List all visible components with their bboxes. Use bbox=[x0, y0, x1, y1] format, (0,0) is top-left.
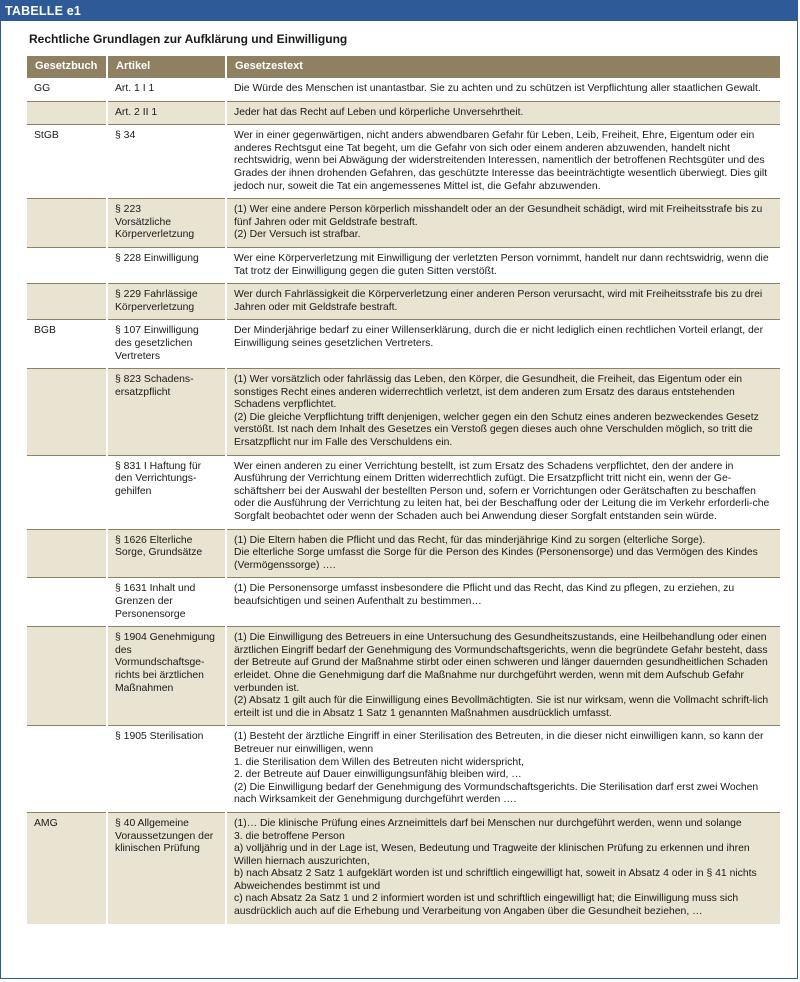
cell-gesetzestext bbox=[226, 78, 780, 102]
table-row bbox=[27, 247, 780, 283]
gesetzestext-paragraph: (1) Wer eine andere Person körperlich misshandelt oder an der Gesundheit schädigt, wird mit Freiheitsstrafe bis zu fünf Jahren oder mit Geldstrafe bestraft. bbox=[234, 204, 763, 228]
cell-artikel bbox=[107, 812, 226, 923]
table-row bbox=[27, 578, 780, 627]
cell-gesetzbuch bbox=[27, 726, 107, 813]
cell-artikel bbox=[107, 726, 226, 813]
cell-gesetzbuch bbox=[27, 369, 107, 456]
cell-gesetzestext bbox=[226, 812, 780, 923]
gesetzestext-paragraph: c) nach Absatz 2a Satz 1 und 2 informiert worden ist und schriftlich eingewilligt hat; die Einwilligung muss sich ausdrücklich auch auf die Erhebung und Verarbeitung von Angaben über die Gesundheit beziehen, … bbox=[234, 893, 739, 918]
cell-gesetzestext bbox=[226, 529, 780, 578]
table-row bbox=[27, 455, 780, 529]
cell-gesetzestext bbox=[226, 455, 780, 529]
gesetzestext-paragraph: Wer durch Fahrlässigkeit die Körperverletzung einer anderen Person verursacht, wird mit Freiheitsstrafe bis zu drei Jahren oder mit Geldstrafe bestraft. bbox=[234, 289, 763, 313]
gesetzestext-paragraph: Die elterliche Sorge umfasst die Sorge für die Person des Kindes (Personensorge) und das Vermögen des Kindes (Vermögenssorge) …. bbox=[234, 547, 758, 571]
cell-artikel bbox=[107, 578, 226, 627]
cell-gesetzestext bbox=[226, 627, 780, 726]
column-header-gesetzbuch: Gesetzbuch bbox=[27, 56, 107, 78]
cell-gesetzbuch: StGB bbox=[27, 125, 107, 199]
cell-gesetzbuch bbox=[27, 101, 107, 125]
cell-artikel bbox=[107, 369, 226, 456]
gesetzestext-paragraph: (2) Der Versuch ist strafbar. bbox=[234, 229, 361, 241]
gesetzestext-paragraph: (1) Besteht der ärztliche Eingriff in einer Sterilisation des Betreuten, in die dieser nicht einwilligen kann, so kann der Betreuer nur einwilligen, wenn bbox=[234, 731, 764, 755]
cell-gesetzbuch: GG bbox=[27, 78, 107, 102]
cell-artikel bbox=[107, 627, 226, 726]
cell-gesetzbuch bbox=[27, 627, 107, 726]
cell-gesetzestext bbox=[226, 199, 780, 248]
gesetzestext-paragraph: Wer einen anderen zu einer Verrichtung bestellt, ist zum Ersatz des Schadens verpflichtet, den der andere in Ausführung der Verrichtung einem Dritten widerrechtlich zufügt. Die Ersatzpflicht tritt nicht ein, wenn der Ge-schäftsherr bei der Auswahl der bestellten Person und, sofern er Vorrichtungen oder Gerätschaften zu beschaffen oder die Ausführung der Verrichtung zu leiten hat, bei der Beschaffung oder der Leitung die im Verkehr erforderli-che Sorgfalt beobachtet oder wenn der Schaden auch bei Anwendung dieser Sorgfalt entstanden sein würde. bbox=[234, 460, 770, 523]
gesetzestext-paragraph: Der Minderjährige bedarf zu einer Willenserklärung, durch die er nicht lediglich einen rechtlichen Vorteil erlangt, der Einwilligung seines gesetzlichen Vertreters. bbox=[234, 325, 764, 349]
cell-gesetzbuch bbox=[27, 247, 107, 283]
artikel-line: Vorsätzliche Körperverletzung bbox=[115, 216, 195, 241]
artikel-line: § 1904 Genehmigung des Vormundschaftsge-richts bei ärztlichen Maßnahmen bbox=[115, 632, 215, 694]
table-row bbox=[27, 78, 780, 102]
cell-gesetzestext bbox=[226, 284, 780, 320]
cell-artikel bbox=[107, 78, 226, 102]
artikel-line: § 823 Schadens-ersatzpflicht bbox=[115, 374, 194, 398]
gesetzestext-paragraph: Die Würde des Menschen ist unantastbar. Sie zu achten und zu schützen ist Verpflichtung aller staatlichen Gewalt. bbox=[234, 83, 761, 94]
table-badge: TABELLE e1 bbox=[1, 1, 797, 21]
artikel-line: § 107 Einwilligung des gesetzlichen Vertreters bbox=[115, 325, 199, 362]
artikel-line: § 831 I Haftung für den Verrichtungs-gehilfen bbox=[115, 460, 202, 497]
gesetzestext-paragraph: b) nach Absatz 2 Satz 1 aufgeklärt worden ist und schriftlich eingewilligt hat, soweit in Absatz 4 oder in § 41 nichts Abweichendes bestimmt ist und bbox=[234, 868, 757, 892]
cell-artikel bbox=[107, 101, 226, 125]
artikel-line: § 223 bbox=[115, 204, 142, 216]
gesetzestext-paragraph: (1) Die Einwilligung des Betreuers in eine Untersuchung des Gesundheitszustands, eine Heilbehandlung oder einen ärztlichen Eingriff bedarf der Genehmigung des Vormundschaftsgerichts, wenn die begründete Gefahr besteht, dass der Betreute auf Grund der Maßnahme stirbt oder einen schweren und länger dauernden gesundheitlichen Schaden erleidet. Ohne die Genehmigung darf die Maßnahme nur durchgeführt werden, wenn mit dem Aufschub Gefahr verbunden ist. bbox=[234, 632, 768, 694]
cell-gesetzbuch bbox=[27, 529, 107, 578]
gesetzestext-paragraph: Wer in einer gegenwärtigen, nicht anders abwendbaren Gefahr für Leben, Leib, Freiheit, Ehre, Eigentum oder ein anderes Rechtsgut eine Tat begeht, um die Gefahr von sich oder einem anderen abzuwenden, handelt nicht rechtswidrig, wenn bei Abwägung der widerstreitenden Interessen, namentlich der betroffenen Rechtsgüter und des Grades der ihnen drohenden Gefahren, das geschützte Interesse das beeinträchtigte wesentlich überwiegt. Dies gilt jedoch nur, soweit die Tat ein angemessenes Mittel ist, die Gefahr abzuwenden. bbox=[234, 130, 768, 192]
gesetzestext-paragraph: a) volljährig und in der Lage ist, Wesen, Bedeutung und Tragweite der klinischen Prüfung zu erkennen und ihren Willen hiernach auszurichten, bbox=[234, 843, 750, 867]
table-row bbox=[27, 812, 780, 923]
cell-gesetzbuch: AMG bbox=[27, 812, 107, 923]
table-row bbox=[27, 199, 780, 248]
gesetzestext-paragraph: 2. der Betreute auf Dauer einwilligungsunfähig bleiben wird, … bbox=[234, 769, 522, 781]
table-row bbox=[27, 125, 780, 199]
cell-gesetzestext bbox=[226, 320, 780, 369]
artikel-line: § 1626 Elterliche Sorge, Grundsätze bbox=[115, 534, 203, 559]
artikel-line: § 34 bbox=[115, 130, 136, 142]
cell-gesetzbuch bbox=[27, 578, 107, 627]
artikel-line: § 1905 Sterilisation bbox=[115, 731, 204, 743]
cell-artikel bbox=[107, 529, 226, 578]
cell-artikel bbox=[107, 320, 226, 369]
artikel-line: Art. 1 I 1 bbox=[115, 83, 155, 94]
gesetzestext-paragraph: 3. die betroffene Person bbox=[234, 830, 345, 842]
table-row bbox=[27, 101, 780, 125]
gesetzestext-paragraph: (2) Absatz 1 gilt auch für die Einwilligung eines Bevollmächtigten. Sie ist nur wirksam, wenn die Vollmacht schrift-lich erteilt ist und die in Absatz 1 Satz 1 genannten Maßnahmen ausdrücklich umfasst. bbox=[234, 695, 769, 719]
table-row bbox=[27, 369, 780, 456]
cell-gesetzestext bbox=[226, 247, 780, 283]
cell-gesetzestext bbox=[226, 369, 780, 456]
gesetzestext-paragraph: (1) Die Eltern haben die Pflicht und das Recht, für das minderjährige Kind zu sorgen (elterliche Sorge). bbox=[234, 534, 706, 546]
table-row bbox=[27, 320, 780, 369]
gesetzestext-paragraph: (2) Die gleiche Verpflichtung trifft denjenigen, welcher gegen ein den Schutz eines anderen bezweckendes Gesetz verstößt. Ist nach dem Inhalt des Gesetzes ein Verstoß gegen dieses auch ohne Verschulden möglich, so tritt die Ersatzpflicht nur im Falle des Verschuldens ein. bbox=[234, 411, 759, 449]
artikel-line: § 228 Einwilligung bbox=[115, 252, 199, 264]
cell-artikel bbox=[107, 247, 226, 283]
cell-gesetzestext bbox=[226, 726, 780, 813]
cell-gesetzestext bbox=[226, 125, 780, 199]
artikel-line: Art. 2 II 1 bbox=[115, 106, 158, 118]
column-header-artikel: Artikel bbox=[107, 56, 226, 78]
cell-gesetzbuch bbox=[27, 284, 107, 320]
gesetzestext-paragraph: 1. die Sterilisation dem Willen des Betreuten nicht widerspricht, bbox=[234, 756, 524, 768]
gesetzestext-paragraph: (1)… Die klinische Prüfung eines Arzneimittels darf bei Menschen nur durchgeführt werden, wenn und solange bbox=[234, 817, 742, 829]
table-header-row bbox=[27, 56, 780, 78]
table-row bbox=[27, 726, 780, 813]
cell-artikel bbox=[107, 284, 226, 320]
table-caption: Rechtliche Grundlagen zur Aufklärung und Einwilligung bbox=[29, 32, 348, 46]
table-row bbox=[27, 529, 780, 578]
gesetzestext-paragraph: Wer eine Körperverletzung mit Einwilligung der verletzten Person vornimmt, handelt nur dann rechtswidrig, wenn die Tat trotz der Einwilligung gegen die guten Sitten verstößt. bbox=[234, 252, 769, 277]
gesetzestext-paragraph: (2) Die Einwilligung bedarf der Genehmigung des Vormundschaftsgerichts. Die Sterilisation darf erst zwei Wochen nach Wirksamkeit der Genehmigung durchgeführt werden …. bbox=[234, 781, 759, 806]
cell-gesetzestext bbox=[226, 101, 780, 125]
cell-gesetzestext bbox=[226, 578, 780, 627]
cell-gesetzbuch bbox=[27, 199, 107, 248]
cell-gesetzbuch: BGB bbox=[27, 320, 107, 369]
cell-artikel bbox=[107, 455, 226, 529]
table-row bbox=[27, 284, 780, 320]
cell-artikel bbox=[107, 125, 226, 199]
gesetzestext-paragraph: (1) Die Personensorge umfasst insbesondere die Pflicht und das Recht, das Kind zu pflegen, zu erziehen, zu beaufsichtigen und seinen Aufenthalt zu bestimmen… bbox=[234, 583, 735, 607]
gesetzestext-paragraph: (1) Wer vorsätzlich oder fahrlässig das Leben, den Körper, die Gesundheit, die Freiheit, das Eigentum oder ein sonstiges Recht eines anderen widerrechtlich verletzt, ist dem anderen zum Ersatz des daraus entstehenden Schadens verpflichtet. bbox=[234, 374, 743, 411]
artikel-line: § 40 Allgemeine Voraussetzungen der klinischen Prüfung bbox=[115, 817, 214, 855]
artikel-line: § 229 Fahrlässige Körperverletzung bbox=[115, 289, 198, 313]
gesetzestext-paragraph: Jeder hat das Recht auf Leben und körperliche Unversehrtheit. bbox=[234, 106, 524, 118]
column-header-gesetzestext: Gesetzestext bbox=[226, 56, 780, 78]
cell-artikel bbox=[107, 199, 226, 248]
table-row bbox=[27, 627, 780, 726]
legal-table bbox=[27, 56, 780, 924]
artikel-line: § 1631 Inhalt und Grenzen der Personensorge bbox=[115, 583, 196, 620]
cell-gesetzbuch bbox=[27, 455, 107, 529]
